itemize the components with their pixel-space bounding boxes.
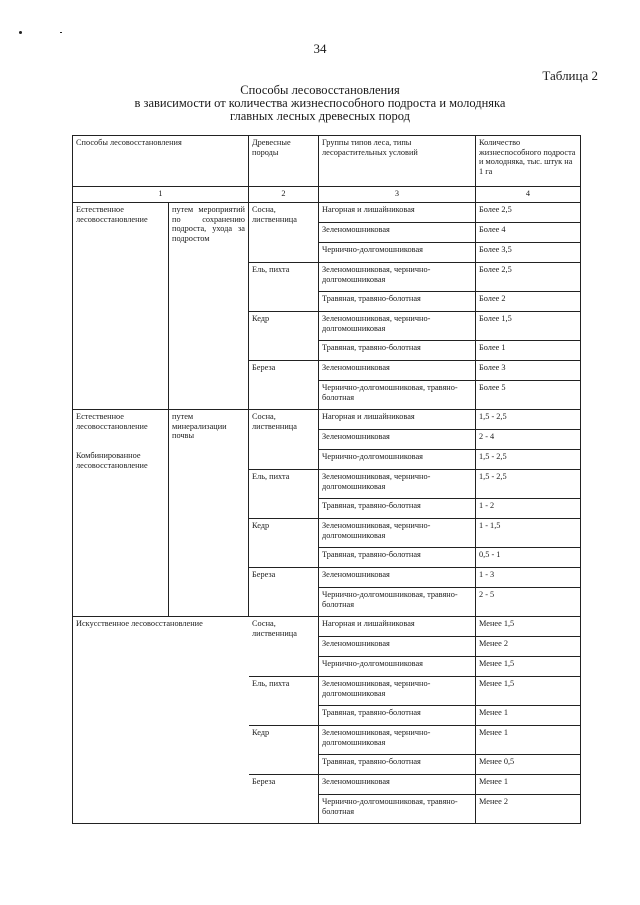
table-row: [73, 617, 581, 637]
forest-type-cell: Зеленомошниковая: [319, 637, 476, 657]
forest-type-cell: Нагорная и лишайниковая: [319, 410, 476, 430]
forest-type-cell: Зеленомошниковая, чернично-долгомошниковая: [319, 263, 476, 292]
quantity-cell: 2 - 4: [476, 430, 581, 450]
scan-speck: [19, 31, 22, 34]
quantity-cell: 2 - 5: [476, 588, 581, 617]
quantity-cell: 1 - 1,5: [476, 519, 581, 548]
column-number: 1: [73, 187, 249, 203]
title-line: Способы лесовосстановления: [240, 83, 400, 97]
header-quantity: Количество жизнеспособного подроста и молодняка, тыс. штук на 1 га: [476, 136, 581, 187]
forest-type-cell: Чернично-долгомошниковая, травяно-болотная: [319, 795, 476, 824]
quantity-cell: Более 2,5: [476, 263, 581, 292]
submethod-cell: путем мероприятий по сохранению подроста, ухода за подростом: [169, 203, 249, 410]
quantity-cell: 0,5 - 1: [476, 548, 581, 568]
forest-type-cell: Травяная, травяно-болотная: [319, 548, 476, 568]
column-number-row: [73, 187, 581, 203]
quantity-cell: Более 5: [476, 381, 581, 410]
method-cell: [73, 203, 169, 410]
quantity-cell: Более 3,5: [476, 243, 581, 263]
quantity-cell: Более 1,5: [476, 312, 581, 341]
forest-type-cell: Зеленомошниковая, чернично-долгомошниковая: [319, 726, 476, 755]
forest-type-cell: Зеленомошниковая: [319, 568, 476, 588]
header-species: Древесные породы: [249, 136, 319, 187]
forest-type-cell: Травяная, травяно-болотная: [319, 341, 476, 361]
quantity-cell: Более 1: [476, 341, 581, 361]
quantity-cell: 1,5 - 2,5: [476, 470, 581, 499]
species-cell: Береза: [249, 361, 319, 410]
forest-type-cell: Чернично-долгомошниковая: [319, 657, 476, 677]
submethod-cell: путем минерализации почвы: [169, 410, 249, 617]
species-cell: Береза: [249, 775, 319, 824]
species-cell: Кедр: [249, 726, 319, 775]
quantity-cell: Более 2,5: [476, 203, 581, 223]
table-row: [73, 203, 581, 223]
species-cell: Сосна, лиственница: [249, 203, 319, 263]
column-number: 2: [249, 187, 319, 203]
forest-type-cell: Зеленомошниковая: [319, 223, 476, 243]
quantity-cell: Менее 2: [476, 637, 581, 657]
forest-type-cell: Зеленомошниковая: [319, 361, 476, 381]
species-cell: Ель, пихта: [249, 470, 319, 519]
forest-type-cell: Травяная, травяно-болотная: [319, 755, 476, 775]
forest-type-cell: Травяная, травяно-болотная: [319, 292, 476, 312]
species-cell: Кедр: [249, 519, 319, 568]
column-number: 4: [476, 187, 581, 203]
quantity-cell: Менее 1,5: [476, 657, 581, 677]
table-row: [73, 410, 581, 430]
quantity-cell: Менее 0,5: [476, 755, 581, 775]
species-cell: Кедр: [249, 312, 319, 361]
method-cell: [73, 410, 169, 617]
forest-type-cell: Чернично-долгомошниковая, травяно-болотная: [319, 381, 476, 410]
method-label: Искусственное лесовосстановление: [76, 619, 203, 628]
method-label: Естественное лесовосстановление: [76, 412, 148, 431]
species-cell: Сосна, лиственница: [249, 410, 319, 470]
method-cell: [73, 617, 249, 824]
page-number: 34: [313, 41, 327, 56]
forest-type-cell: Травяная, травяно-болотная: [319, 706, 476, 726]
table-label: Таблица 2: [542, 68, 598, 83]
forest-type-cell: Зеленомошниковая, чернично-долгомошниковая: [319, 470, 476, 499]
table-title: [0, 84, 640, 123]
quantity-cell: Более 2: [476, 292, 581, 312]
species-cell: Ель, пихта: [249, 263, 319, 312]
header-forest-groups: Группы типов леса, типы лесорастительных условий: [319, 136, 476, 187]
forest-type-cell: Зеленомошниковая: [319, 775, 476, 795]
quantity-cell: Более 4: [476, 223, 581, 243]
quantity-cell: Менее 1,5: [476, 677, 581, 706]
quantity-cell: Менее 1: [476, 726, 581, 755]
quantity-cell: Менее 2: [476, 795, 581, 824]
quantity-cell: Более 3: [476, 361, 581, 381]
species-cell: Ель, пихта: [249, 677, 319, 726]
forest-type-cell: Нагорная и лишайниковая: [319, 617, 476, 637]
header-method: Способы лесовосстановления: [73, 136, 249, 187]
forest-type-cell: Чернично-долгомошниковая: [319, 450, 476, 470]
quantity-cell: 1 - 2: [476, 499, 581, 519]
reforestation-table: [72, 135, 581, 824]
forest-type-cell: Травяная, травяно-болотная: [319, 499, 476, 519]
scan-speck: [60, 32, 62, 33]
forest-type-cell: Зеленомошниковая, чернично-долгомошниковая: [319, 519, 476, 548]
method-label: Комбинированное лесовосстановление: [76, 451, 148, 470]
forest-type-cell: Чернично-долгомошниковая, травяно-болотная: [319, 588, 476, 617]
species-cell: Сосна, лиственница: [249, 617, 319, 677]
header-row: [73, 136, 581, 187]
title-line: в зависимости от количества жизнеспособного подроста и молодняка: [134, 96, 506, 110]
forest-type-cell: Нагорная и лишайниковая: [319, 203, 476, 223]
quantity-cell: 1,5 - 2,5: [476, 450, 581, 470]
quantity-cell: Менее 1,5: [476, 617, 581, 637]
species-cell: Береза: [249, 568, 319, 617]
forest-type-cell: Зеленомошниковая, чернично-долгомошниковая: [319, 312, 476, 341]
title-line: главных лесных древесных пород: [229, 109, 411, 123]
forest-type-cell: Зеленомошниковая, чернично-долгомошниковая: [319, 677, 476, 706]
forest-type-cell: Чернично-долгомошниковая: [319, 243, 476, 263]
method-label: Естественное лесовосстановление: [76, 205, 148, 224]
column-number: 3: [319, 187, 476, 203]
quantity-cell: Менее 1: [476, 775, 581, 795]
quantity-cell: 1,5 - 2,5: [476, 410, 581, 430]
forest-type-cell: Зеленомошниковая: [319, 430, 476, 450]
quantity-cell: 1 - 3: [476, 568, 581, 588]
quantity-cell: Менее 1: [476, 706, 581, 726]
